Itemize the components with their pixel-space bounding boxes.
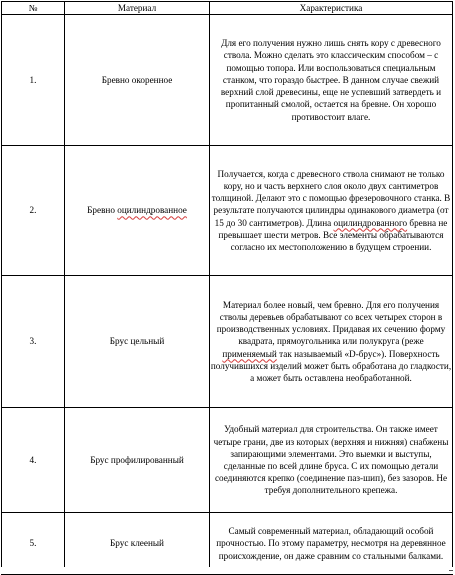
spellcheck-word: применяемый (222, 348, 277, 359)
table-row (2, 513, 453, 575)
table-row (2, 15, 453, 146)
row-number: 4. (2, 408, 65, 513)
characteristic-text: так называемый «D-брус»). Поверхность получившихся изделий может быть обработана до гладкости, а может быть оставлена необработанной. (210, 348, 452, 383)
row-material: Брус профилированный (65, 408, 210, 513)
page-cut-edge (0, 567, 455, 574)
row-characteristic: Для его получения нужно лишь снять кору с древесного ствола. Можно сделать это классическим способом – с помощью топора. Или воспользоваться специальным станком, что гораздо быстрее. В данном случае свежий верхний слой древесины, еще не успевший затвердеть и пропитанный смолой, остается на бревне. Он хорошо противостоит влаге. (210, 15, 453, 146)
materials-table (1, 1, 453, 575)
table-row (2, 408, 453, 513)
table-row (2, 276, 453, 408)
corner-mark (449, 570, 453, 571)
row-characteristic: Самый современный материал, обладающий особой прочностью. По этому параметру, несмотря на деревянное происхождение, он даже сравним со стальными балками. (210, 513, 453, 575)
row-number: 5. (2, 513, 65, 575)
spellcheck-word: оцилиндрованного (333, 217, 408, 228)
row-material: Брус цельный (65, 276, 210, 408)
characteristic-text: бревна не превышает шести метров. Все элементы обрабатываются согласно их местоположению в будущем строении. (218, 217, 448, 252)
row-characteristic (210, 146, 453, 276)
row-number: 1. (2, 15, 65, 146)
table-header-row (2, 2, 453, 15)
material-text: Бревно (87, 205, 118, 216)
row-characteristic (210, 276, 453, 408)
row-characteristic: Удобный материал для строительства. Он также имеет четыре грани, две из которых (верхняя и нижняя) снабжены запирающими элементами. Это выемки и выступы, сделанные по всей длине бруса. С их помощью детали соединяются крепко (соединение паз-шип), без зазоров. Не требуя дополнительного крепежа. (210, 408, 453, 513)
row-material: Брус клееный (65, 513, 210, 575)
characteristic-text: Материал более новый, чем бревно. Для его получения стволы деревьев обрабатывают со всех четырех сторон в производственных условиях. Придавая их сечению форму квадрата, прямоугольника или полукруга (реже (216, 299, 446, 347)
row-number: 2. (2, 146, 65, 276)
header-material: Материал (65, 2, 210, 15)
characteristic-text: Получается, когда с древесного ствола снимают не только кору, но и часть верхнего слоя около двух сантиметров толщиной. Делают это с помощью фрезеровочного станка. В результате получаются цилиндры одинакового диаметра (от 15 до 30 сантиметров). Длина (211, 168, 451, 228)
row-number: 3. (2, 276, 65, 408)
row-material (65, 146, 210, 276)
table-row (2, 146, 453, 276)
row-material: Бревно окоренное (65, 15, 210, 146)
header-number: № (2, 2, 65, 15)
header-characteristic: Характеристика (210, 2, 453, 15)
spellcheck-word: оцилиндрованное (117, 205, 187, 216)
